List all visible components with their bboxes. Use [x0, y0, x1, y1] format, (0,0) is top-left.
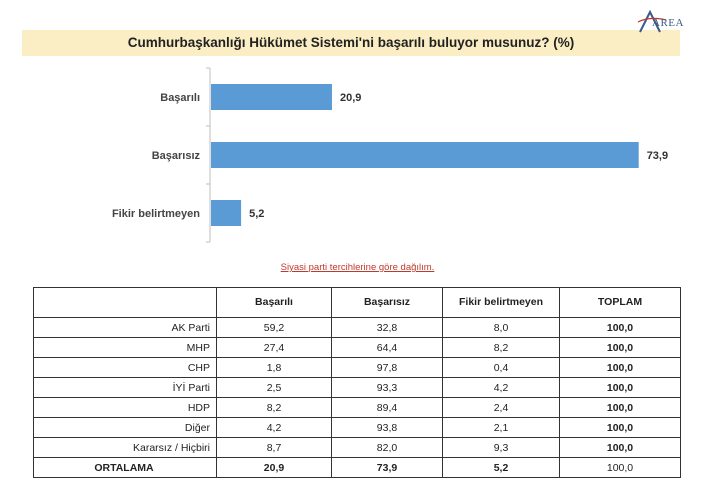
row-label: Kararsız / Hiçbiri: [34, 438, 217, 458]
table-caption: Siyasi parti tercihlerine göre dağılım.: [280, 262, 435, 273]
data-label: 20,9: [339, 92, 362, 104]
table-cell: 8,0: [443, 318, 560, 338]
table-row: [34, 338, 681, 358]
table-cell: 82,0: [332, 438, 443, 458]
row-label: CHP: [34, 358, 217, 378]
table-cell: 5,2: [443, 458, 560, 478]
bar: [211, 84, 332, 110]
chart-title: Cumhurbaşkanlığı Hükümet Sistemi'ni başarılı buluyor musunuz? (%): [127, 35, 575, 50]
table-cell: 73,9: [332, 458, 443, 478]
header-cell: TOPLAM: [560, 288, 681, 318]
table-cell: 2,1: [443, 418, 560, 438]
table-cell: 100,0: [560, 318, 681, 338]
table-cell: 4,2: [217, 418, 332, 438]
row-label: MHP: [34, 338, 217, 358]
bar: [211, 142, 639, 168]
table-cell: 93,3: [332, 378, 443, 398]
table-row: [34, 358, 681, 378]
table-row: [34, 438, 681, 458]
category-label: Başarısız: [151, 150, 200, 162]
category-label: Fikir belirtmeyen: [111, 208, 200, 220]
category-label: Başarılı: [160, 92, 200, 104]
table-cell: 100,0: [560, 418, 681, 438]
average-row: [34, 458, 681, 478]
row-label: Diğer: [34, 418, 217, 438]
table-cell: 9,3: [443, 438, 560, 458]
row-label: İYİ Parti: [34, 378, 217, 398]
table-row: [34, 378, 681, 398]
table-cell: 64,4: [332, 338, 443, 358]
data-label: 73,9: [646, 150, 669, 162]
table-cell: 100,0: [560, 338, 681, 358]
table-cell: 89,4: [332, 398, 443, 418]
header-cell: [34, 288, 217, 318]
table-cell: 100,0: [560, 378, 681, 398]
table-cell: 1,8: [217, 358, 332, 378]
row-label: HDP: [34, 398, 217, 418]
party-breakdown-table: [33, 287, 681, 478]
data-label: 5,2: [249, 208, 265, 220]
table-cell: 2,5: [217, 378, 332, 398]
row-label: ORTALAMA: [34, 458, 217, 478]
table-cell: 100,0: [560, 458, 681, 478]
table-cell: 8,7: [217, 438, 332, 458]
header-cell: Fikir belirtmeyen: [443, 288, 560, 318]
table-cell: 100,0: [560, 438, 681, 458]
logo-text: AREA: [652, 17, 684, 29]
table-cell: 4,2: [443, 378, 560, 398]
table-cell: 0,4: [443, 358, 560, 378]
table-cell: 100,0: [560, 358, 681, 378]
table-cell: 2,4: [443, 398, 560, 418]
table-cell: 20,9: [217, 458, 332, 478]
table-cell: 97,8: [332, 358, 443, 378]
table-row: [34, 418, 681, 438]
table-cell: 27,4: [217, 338, 332, 358]
table-cell: 93,8: [332, 418, 443, 438]
header-cell: Başarısız: [332, 288, 443, 318]
table-cell: 100,0: [560, 398, 681, 418]
table-cell: 8,2: [217, 398, 332, 418]
table-row: [34, 318, 681, 338]
table-cell: 32,8: [332, 318, 443, 338]
header-cell: Başarılı: [217, 288, 332, 318]
table-row: [34, 398, 681, 418]
row-label: AK Parti: [34, 318, 217, 338]
bar: [211, 200, 241, 226]
bar-chart: [0, 60, 715, 245]
table-cell: 59,2: [217, 318, 332, 338]
table-cell: 8,2: [443, 338, 560, 358]
table-header-row: [34, 288, 681, 318]
